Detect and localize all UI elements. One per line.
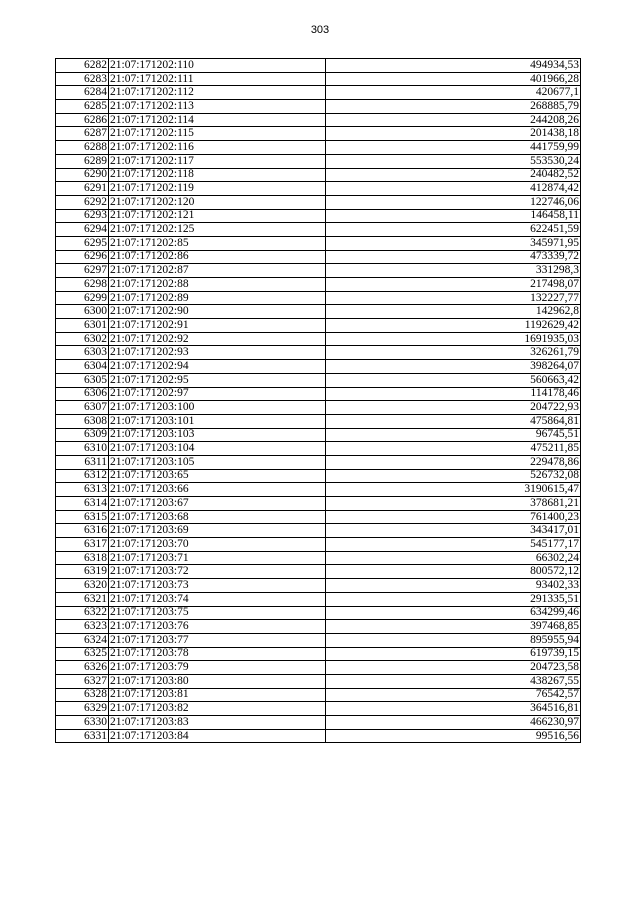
row-number-cell: 6311	[56, 455, 109, 469]
cadastral-value-cell: 378681,21	[326, 497, 581, 511]
row-number-cell: 6283	[56, 72, 109, 86]
row-number-cell: 6325	[56, 647, 109, 661]
cadastral-number-cell: 21:07:171202:114	[109, 113, 326, 127]
cadastral-number-cell: 21:07:171203:100	[109, 401, 326, 415]
row-number-cell: 6295	[56, 236, 109, 250]
table-row	[56, 236, 581, 250]
cadastral-value-cell: 229478,86	[326, 455, 581, 469]
cadastral-value-cell: 99516,56	[326, 729, 581, 743]
row-number-cell: 6284	[56, 86, 109, 100]
cadastral-number-cell: 21:07:171203:105	[109, 455, 326, 469]
table-row	[56, 387, 581, 401]
table-row	[56, 141, 581, 155]
cadastral-number-cell: 21:07:171202:89	[109, 291, 326, 305]
cadastral-value-cell: 240482,52	[326, 168, 581, 182]
row-number-cell: 6288	[56, 141, 109, 155]
cadastral-number-cell: 21:07:171202:88	[109, 278, 326, 292]
cadastral-number-cell: 21:07:171202:111	[109, 72, 326, 86]
row-number-cell: 6327	[56, 674, 109, 688]
cadastral-value-cell: 364516,81	[326, 702, 581, 716]
row-number-cell: 6330	[56, 716, 109, 730]
cadastral-value-cell: 93402,33	[326, 579, 581, 593]
table-row	[56, 182, 581, 196]
row-number-cell: 6318	[56, 551, 109, 565]
row-number-cell: 6316	[56, 524, 109, 538]
cadastral-number-cell: 21:07:171203:73	[109, 579, 326, 593]
cadastral-value-cell: 326261,79	[326, 346, 581, 360]
table-row	[56, 606, 581, 620]
cadastral-value-cell: 3190615,47	[326, 483, 581, 497]
cadastral-number-cell: 21:07:171202:112	[109, 86, 326, 100]
row-number-cell: 6302	[56, 332, 109, 346]
row-number-cell: 6329	[56, 702, 109, 716]
cadastral-value-cell: 201438,18	[326, 127, 581, 141]
cadastral-value-cell: 343417,01	[326, 524, 581, 538]
cadastral-number-cell: 21:07:171203:74	[109, 592, 326, 606]
cadastral-number-cell: 21:07:171203:101	[109, 414, 326, 428]
cadastral-value-cell: 397468,85	[326, 620, 581, 634]
table-row	[56, 455, 581, 469]
cadastral-value-cell: 800572,12	[326, 565, 581, 579]
table-row	[56, 620, 581, 634]
cadastral-number-cell: 21:07:171202:90	[109, 305, 326, 319]
row-number-cell: 6328	[56, 688, 109, 702]
table-row	[56, 59, 581, 73]
cadastral-value-cell: 466230,97	[326, 716, 581, 730]
cadastral-value-cell: 114178,46	[326, 387, 581, 401]
cadastral-number-cell: 21:07:171202:115	[109, 127, 326, 141]
page-number: 303	[310, 24, 330, 36]
cadastral-number-cell: 21:07:171202:94	[109, 360, 326, 374]
cadastral-number-cell: 21:07:171203:75	[109, 606, 326, 620]
table-row	[56, 278, 581, 292]
table-row	[56, 291, 581, 305]
cadastral-value-cell: 545177,17	[326, 538, 581, 552]
table-row	[56, 332, 581, 346]
row-number-cell: 6289	[56, 154, 109, 168]
cadastral-number-cell: 21:07:171202:118	[109, 168, 326, 182]
row-number-cell: 6293	[56, 209, 109, 223]
cadastral-number-cell: 21:07:171203:71	[109, 551, 326, 565]
cadastral-number-cell: 21:07:171203:80	[109, 674, 326, 688]
cadastral-value-cell: 66302,24	[326, 551, 581, 565]
row-number-cell: 6307	[56, 401, 109, 415]
table-row	[56, 319, 581, 333]
cadastral-value-cell: 291335,51	[326, 592, 581, 606]
row-number-cell: 6326	[56, 661, 109, 675]
row-number-cell: 6301	[56, 319, 109, 333]
cadastral-value-cell: 475864,81	[326, 414, 581, 428]
row-number-cell: 6304	[56, 360, 109, 374]
row-number-cell: 6285	[56, 100, 109, 114]
cadastral-value-cell: 494934,53	[326, 59, 581, 73]
cadastral-value-cell: 345971,95	[326, 236, 581, 250]
table-row	[56, 373, 581, 387]
cadastral-number-cell: 21:07:171202:93	[109, 346, 326, 360]
cadastral-value-cell: 441759,99	[326, 141, 581, 155]
cadastral-number-cell: 21:07:171203:81	[109, 688, 326, 702]
cadastral-number-cell: 21:07:171203:69	[109, 524, 326, 538]
cadastral-number-cell: 21:07:171202:110	[109, 59, 326, 73]
cadastral-number-cell: 21:07:171202:113	[109, 100, 326, 114]
cadastral-number-cell: 21:07:171203:83	[109, 716, 326, 730]
cadastral-number-cell: 21:07:171203:78	[109, 647, 326, 661]
row-number-cell: 6282	[56, 59, 109, 73]
row-number-cell: 6297	[56, 264, 109, 278]
table-row	[56, 346, 581, 360]
cadastral-value-cell: 1691935,03	[326, 332, 581, 346]
row-number-cell: 6308	[56, 414, 109, 428]
table-row	[56, 702, 581, 716]
table-row	[56, 100, 581, 114]
cadastral-value-cell: 401966,28	[326, 72, 581, 86]
cadastral-number-cell: 21:07:171202:120	[109, 195, 326, 209]
table-row	[56, 565, 581, 579]
cadastral-value-cell: 204723,58	[326, 661, 581, 675]
cadastral-number-cell: 21:07:171202:91	[109, 319, 326, 333]
table-row	[56, 209, 581, 223]
cadastral-value-cell: 412874,42	[326, 182, 581, 196]
cadastral-value-cell: 526732,08	[326, 469, 581, 483]
cadastral-number-cell: 21:07:171202:95	[109, 373, 326, 387]
cadastral-value-cell: 895955,94	[326, 633, 581, 647]
cadastral-number-cell: 21:07:171202:87	[109, 264, 326, 278]
row-number-cell: 6287	[56, 127, 109, 141]
cadastral-value-cell: 331298,3	[326, 264, 581, 278]
table-row	[56, 469, 581, 483]
row-number-cell: 6296	[56, 250, 109, 264]
row-number-cell: 6321	[56, 592, 109, 606]
row-number-cell: 6286	[56, 113, 109, 127]
table-row	[56, 264, 581, 278]
table-row	[56, 661, 581, 675]
table-row	[56, 524, 581, 538]
cadastral-number-cell: 21:07:171203:65	[109, 469, 326, 483]
row-number-cell: 6303	[56, 346, 109, 360]
row-number-cell: 6299	[56, 291, 109, 305]
cadastral-value-cell: 761400,23	[326, 510, 581, 524]
table-row	[56, 483, 581, 497]
cadastral-value-table	[55, 58, 581, 743]
table-row	[56, 154, 581, 168]
cadastral-value-cell: 622451,59	[326, 223, 581, 237]
row-number-cell: 6306	[56, 387, 109, 401]
cadastral-value-cell: 244208,26	[326, 113, 581, 127]
row-number-cell: 6310	[56, 442, 109, 456]
row-number-cell: 6322	[56, 606, 109, 620]
cadastral-number-cell: 21:07:171203:67	[109, 497, 326, 511]
row-number-cell: 6305	[56, 373, 109, 387]
cadastral-number-cell: 21:07:171203:76	[109, 620, 326, 634]
row-number-cell: 6309	[56, 428, 109, 442]
cadastral-value-cell: 619739,15	[326, 647, 581, 661]
cadastral-value-cell: 122746,06	[326, 195, 581, 209]
cadastral-value-cell: 473339,72	[326, 250, 581, 264]
table-row	[56, 113, 581, 127]
cadastral-number-cell: 21:07:171202:119	[109, 182, 326, 196]
cadastral-number-cell: 21:07:171203:84	[109, 729, 326, 743]
cadastral-value-cell: 560663,42	[326, 373, 581, 387]
cadastral-number-cell: 21:07:171203:72	[109, 565, 326, 579]
cadastral-number-cell: 21:07:171203:82	[109, 702, 326, 716]
table-row	[56, 538, 581, 552]
row-number-cell: 6331	[56, 729, 109, 743]
table-row	[56, 414, 581, 428]
table-row	[56, 428, 581, 442]
table-row	[56, 250, 581, 264]
cadastral-number-cell: 21:07:171202:117	[109, 154, 326, 168]
table-row	[56, 674, 581, 688]
cadastral-number-cell: 21:07:171203:68	[109, 510, 326, 524]
table-row	[56, 510, 581, 524]
cadastral-number-cell: 21:07:171202:92	[109, 332, 326, 346]
cadastral-value-cell: 1192629,42	[326, 319, 581, 333]
table-row	[56, 551, 581, 565]
table-row	[56, 223, 581, 237]
cadastral-number-cell: 21:07:171203:70	[109, 538, 326, 552]
cadastral-value-cell: 475211,85	[326, 442, 581, 456]
row-number-cell: 6298	[56, 278, 109, 292]
row-number-cell: 6319	[56, 565, 109, 579]
table-row	[56, 305, 581, 319]
cadastral-value-cell: 268885,79	[326, 100, 581, 114]
cadastral-number-cell: 21:07:171203:79	[109, 661, 326, 675]
cadastral-value-cell: 96745,51	[326, 428, 581, 442]
cadastral-number-cell: 21:07:171202:86	[109, 250, 326, 264]
cadastral-value-cell: 217498,07	[326, 278, 581, 292]
table-row	[56, 633, 581, 647]
table-row	[56, 729, 581, 743]
table-row	[56, 592, 581, 606]
row-number-cell: 6292	[56, 195, 109, 209]
cadastral-value-cell: 438267,55	[326, 674, 581, 688]
table-row	[56, 168, 581, 182]
cadastral-number-cell: 21:07:171203:103	[109, 428, 326, 442]
table-row	[56, 401, 581, 415]
row-number-cell: 6290	[56, 168, 109, 182]
cadastral-number-cell: 21:07:171203:77	[109, 633, 326, 647]
cadastral-value-cell: 420677,1	[326, 86, 581, 100]
table-row	[56, 195, 581, 209]
row-number-cell: 6300	[56, 305, 109, 319]
cadastral-value-cell: 634299,46	[326, 606, 581, 620]
table-row	[56, 716, 581, 730]
cadastral-value-cell: 76542,57	[326, 688, 581, 702]
cadastral-value-cell: 146458,11	[326, 209, 581, 223]
table-body	[56, 59, 581, 743]
cadastral-value-cell: 553530,24	[326, 154, 581, 168]
table-row	[56, 579, 581, 593]
row-number-cell: 6312	[56, 469, 109, 483]
cadastral-number-cell: 21:07:171202:116	[109, 141, 326, 155]
cadastral-number-cell: 21:07:171202:85	[109, 236, 326, 250]
table-row	[56, 442, 581, 456]
row-number-cell: 6324	[56, 633, 109, 647]
table-row	[56, 688, 581, 702]
cadastral-number-cell: 21:07:171203:66	[109, 483, 326, 497]
cadastral-number-cell: 21:07:171202:97	[109, 387, 326, 401]
table-row	[56, 72, 581, 86]
cadastral-number-cell: 21:07:171202:121	[109, 209, 326, 223]
cadastral-value-cell: 398264,07	[326, 360, 581, 374]
row-number-cell: 6320	[56, 579, 109, 593]
row-number-cell: 6317	[56, 538, 109, 552]
cadastral-value-cell: 142962,8	[326, 305, 581, 319]
table-row	[56, 127, 581, 141]
cadastral-value-cell: 132227,77	[326, 291, 581, 305]
row-number-cell: 6294	[56, 223, 109, 237]
row-number-cell: 6313	[56, 483, 109, 497]
row-number-cell: 6315	[56, 510, 109, 524]
cadastral-value-cell: 204722,93	[326, 401, 581, 415]
row-number-cell: 6314	[56, 497, 109, 511]
table-row	[56, 647, 581, 661]
row-number-cell: 6291	[56, 182, 109, 196]
table-row	[56, 497, 581, 511]
cadastral-number-cell: 21:07:171202:125	[109, 223, 326, 237]
cadastral-number-cell: 21:07:171203:104	[109, 442, 326, 456]
row-number-cell: 6323	[56, 620, 109, 634]
table-row	[56, 86, 581, 100]
table-row	[56, 360, 581, 374]
